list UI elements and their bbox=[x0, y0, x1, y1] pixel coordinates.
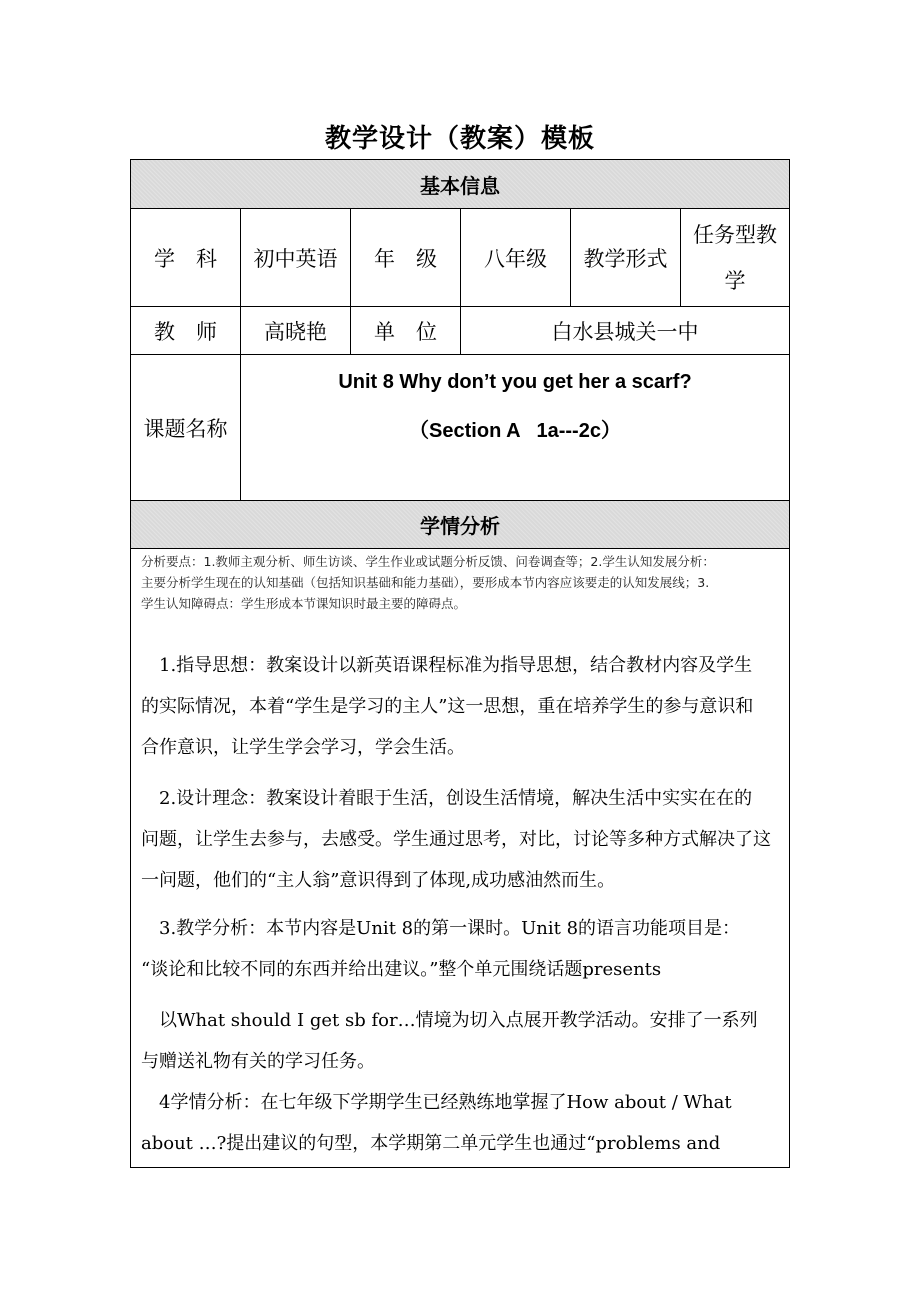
divider bbox=[130, 548, 790, 549]
teaching-form-value-line1: 任务型教 bbox=[693, 222, 777, 247]
subject-value: 初中英语 bbox=[253, 246, 338, 271]
paragraph-line: 与赠送礼物有关的学习任务。 bbox=[141, 1051, 375, 1072]
unit-label: 单 位 bbox=[374, 319, 437, 344]
teacher-value: 高晓艳 bbox=[264, 319, 327, 344]
paragraph-line: 2.设计理念：教案设计着眼于生活，创设生活情境，解决生活中实实在在的 bbox=[141, 788, 753, 809]
basic-info-header: 基本信息 bbox=[420, 173, 500, 198]
page-title: 教学设计（教案）模板 bbox=[324, 124, 595, 154]
paragraph-line: 4学情分析：在七年级下学期学生已经熟练地掌握了How about / What bbox=[141, 1092, 732, 1113]
paragraph-line: 一问题，他们的“主人翁”意识得到了体现,成功感油然而生。 bbox=[141, 870, 616, 891]
paragraph-teaching-analysis bbox=[141, 908, 783, 1082]
subject-label: 学 科 bbox=[154, 246, 217, 271]
teaching-form-value-line2: 学 bbox=[724, 268, 746, 293]
notes-line: 主要分析学生现在的认知基础（包括知识基础和能力基础），要形成本节内容应该要走的认知发展线；3. bbox=[141, 575, 710, 590]
paragraph-guiding-thought bbox=[141, 645, 783, 768]
paragraph-line: 的实际情况，本着“学生是学习的主人”这一思想，重在培养学生的参与意识和 bbox=[141, 696, 754, 717]
grade-value: 八年级 bbox=[484, 246, 547, 271]
unit-value: 白水县城关一中 bbox=[551, 319, 699, 344]
notes-line: 分析要点：1.教师主观分析、师生访谈、学生作业或试题分析反馈、问卷调查等；2.学生认知发展分析： bbox=[141, 554, 715, 569]
paragraph-line: “谈论和比较不同的东西并给出建议。”整个单元围绕话题presents bbox=[141, 959, 662, 980]
paragraph-line: 3.教学分析：本节内容是Unit 8的第一课时。Unit 8的语言功能项目是： bbox=[141, 918, 741, 939]
paragraph-student-analysis bbox=[141, 1082, 783, 1164]
topic-title-line1: Unit 8 Why don’t you get her a scarf? bbox=[338, 370, 692, 393]
analysis-header: 学情分析 bbox=[420, 513, 500, 538]
analysis-notes bbox=[141, 551, 781, 614]
paragraph-line: 以What should I get sb for…情境为切入点展开教学活动。安排了一系列 bbox=[141, 1010, 758, 1031]
teaching-form-label: 教学形式 bbox=[583, 246, 668, 271]
paragraph-line: 问题，让学生去参与，去感受。学生通过思考，对比，讨论等多种方式解决了这 bbox=[141, 829, 771, 850]
teaching-form-value bbox=[681, 209, 789, 306]
topic-title-line2: （Section A 1a---2c） bbox=[409, 419, 621, 442]
grade-label: 年 级 bbox=[374, 246, 437, 271]
teacher-label: 教 师 bbox=[154, 319, 217, 344]
paragraph-line: 合作意识，让学生学会学习，学会生活。 bbox=[141, 737, 465, 758]
paragraph-line: about …?提出建议的句型，本学期第二单元学生也通过“problems and bbox=[141, 1133, 721, 1154]
paragraph-design-concept bbox=[141, 778, 783, 901]
notes-line: 学生认知障碍点：学生形成本节课知识时最主要的障碍点。 bbox=[141, 596, 467, 611]
paragraph-line: 1.指导思想：教案设计以新英语课程标准为指导思想，结合教材内容及学生 bbox=[141, 655, 753, 676]
topic-label: 课题名称 bbox=[143, 416, 228, 441]
